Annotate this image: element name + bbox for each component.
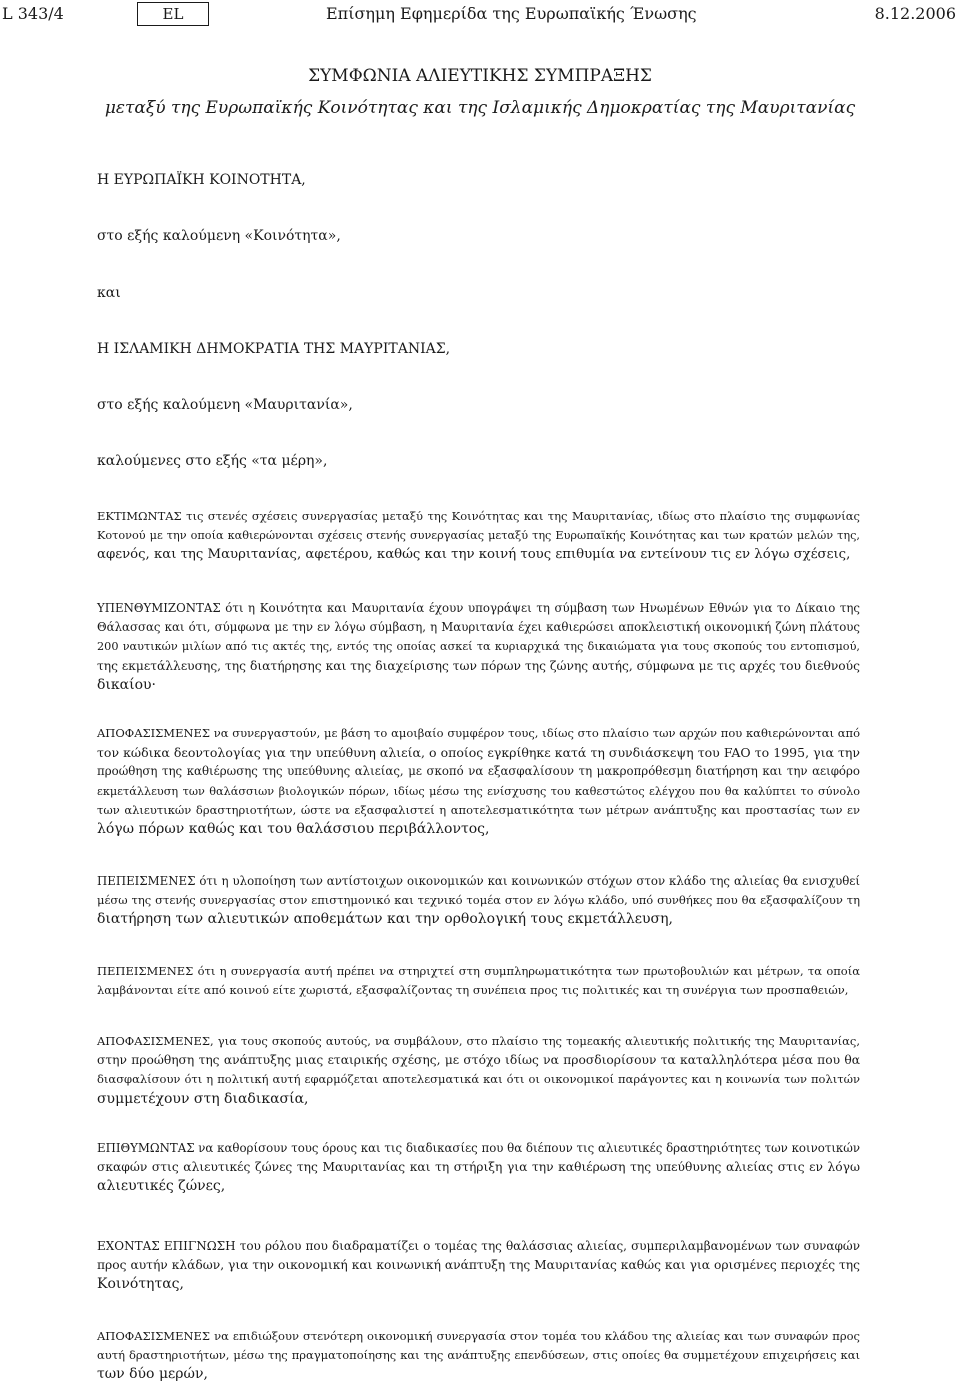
paragraph-line: προώθηση της καθιέρωσης της υπεύθυνης αλιείας, με σκοπό να εξασφαλίσουν τη μακροπρόθεσμη διατήρηση και την αειφόρο: [97, 764, 860, 779]
paragraph-line: αφενός, και της Μαυριτανίας, αφετέρου, καθώς και την κοινή τους επιθυμία να εντείνουν τις εν λόγω σχέσεις,: [97, 547, 851, 563]
paragraph-line: προς αυτήν κλάδων, για την οικονομική και κοινωνική ανάπτυξη της Μαυριτανίας καθώς και για ορισμένες περιοχές της: [97, 1258, 860, 1273]
recital-paragraph-6: [97, 1032, 860, 1109]
paragraph-line: Κοτονού με την οποία καθιερώνονται σχέσεις στενής συνεργασίας μεταξύ της Ευρωπαϊκής Κοινότητας και των κρατών μελών της,: [97, 529, 860, 543]
paragraph-line: διατήρηση των αλιευτικών αποθεμάτων και την ορθολογική τους εκμετάλλευση,: [97, 911, 673, 928]
paragraph-line: ΑΠΟΦΑΣΙΣΜΕΝΕΣ να επιδιώξουν στενότερη οικονομική συνεργασία στον τομέα του κλάδου της αλιείας και των συναφών προς: [97, 1329, 860, 1343]
page-number: L 343/4: [2, 4, 64, 23]
paragraph-line: στην προώθηση της ανάπτυξης μιας εταιρικής σχέσης, με στόχο ιδίως να προσδιορίσουν τα καταλληλότερα μέσα που θα: [97, 1053, 860, 1068]
recital-paragraph-5: [97, 962, 860, 1000]
paragraph-line: ΕΚΤΙΜΩΝΤΑΣ τις στενές σχέσεις συνεργασίας μεταξύ της Κοινότητας και της Μαυριτανίας, ιδίως στο πλαίσιο της συμφωνίας: [97, 509, 860, 523]
recital-paragraph-2: [97, 599, 860, 695]
paragraph-line: σκαφών στις αλιευτικές ζώνες της Μαυριτανίας και τη στήριξη για την καθιέρωση της υπεύθυνης αλιείας στις εν λόγω: [97, 1160, 860, 1175]
paragraph-line: Θάλασσας και ότι, σύμφωνα με την εν λόγω σύμβαση, η Μαυριτανία έχει καθιερώσει αποκλειστική οικονομική ζώνη πλάτους: [97, 620, 860, 635]
party-1-alias: στο εξής καλούμενη «Κοινότητα»,: [97, 228, 341, 244]
recital-paragraph-1: [97, 507, 860, 565]
paragraph-line: ΕΠΙΘΥΜΩΝΤΑΣ να καθορίσουν τους όρους και τις διαδικασίες που θα διέπουν τις αλιευτικές δραστηριότητες των κοινοτικών: [97, 1141, 860, 1155]
paragraph-line: ΥΠΕΝΘΥΜΙΖΟΝΤΑΣ ότι η Κοινότητα και Μαυριτανία έχουν υπογράψει τη σύμβαση των Ηνωμένων Εθνών για το Δίκαιο της: [97, 601, 860, 615]
party-2-alias: στο εξής καλούμενη «Μαυριτανία»,: [97, 397, 353, 413]
language-code-box: EL: [137, 2, 209, 26]
recital-paragraph-7: [97, 1139, 860, 1197]
page-header: [0, 2, 960, 28]
recital-paragraph-9: [97, 1327, 860, 1385]
paragraph-line: λόγω πόρων καθώς και του θαλάσσιου περιβάλλοντος,: [97, 821, 490, 838]
paragraph-line: των αλιευτικών δραστηριοτήτων, ώστε να εξασφαλιστεί η αποτελεσματικότητα των μέτρων ανάπτυξης και προστασίας των εν: [97, 802, 860, 817]
paragraph-line: 200 ναυτικών μιλίων από τις ακτές της, εντός της οποίας ασκεί τα κυριαρχικά της δικαιώματα για τους σκοπούς του εντοπισμού,: [97, 640, 860, 654]
paragraph-line: αυτή δραστηριοτήτων, μέσω της πραγματοποίησης και της ανάπτυξης επενδύσεων, στις οποίες θα συμμετέχουν επιχειρήσεις και: [97, 1348, 860, 1363]
publication-date: 8.12.2006: [874, 4, 956, 23]
paragraph-line: Κοινότητας,: [97, 1276, 184, 1293]
paragraph-line: συμμετέχουν στη διαδικασία,: [97, 1090, 309, 1107]
paragraph-line: των δύο μερών,: [97, 1366, 208, 1383]
paragraph-line: αλιευτικές ζώνες,: [97, 1178, 226, 1195]
paragraph-line: ΠΕΠΕΙΣΜΕΝΕΣ ότι η υλοποίηση των αντίστοιχων οικονομικών και κοινωνικών στόχων στον κλάδο της αλιείας θα ενισχυθεί: [97, 874, 860, 888]
party-1: Η ΕΥΡΩΠΑΪΚΗ ΚΟΙΝΟΤΗΤΑ,: [97, 172, 306, 188]
recital-paragraph-8: [97, 1237, 860, 1295]
paragraph-line: ΑΠΟΦΑΣΙΣΜΕΝΕΣ, για τους σκοπούς αυτούς, να συμβάλουν, στο πλαίσιο της τομεακής αλιευτικής πολιτικής της Μαυριτανίας,: [97, 1034, 860, 1048]
paragraph-line: δικαίου·: [97, 676, 157, 693]
paragraph-line: ΑΠΟΦΑΣΙΣΜΕΝΕΣ να συνεργαστούν, με βάση το αμοιβαίο συμφέρον τους, ιδίως στο πλαίσιο των αρχών που καθιερώνονται από: [97, 726, 860, 740]
paragraph-line: μέσω της στενής συνεργασίας στον επιστημονικό και τεχνικό τομέα στον εν λόγω κλάδο, υπό συνθήκες που θα εξασφαλίζουν τη: [97, 893, 860, 908]
paragraph-line: λαμβάνονται είτε από κοινού είτε χωριστά, εξασφαλίζοντας τη συνέπεια προς τις πολιτικές και τη συνέργια των προσπαθειών,: [97, 983, 849, 998]
recital-paragraph-3: [97, 724, 860, 839]
paragraph-line: διασφαλίσουν ότι η πολιτική αυτή εφαρμόζεται αποτελεσματικά και ότι οι οικονομικοί παράγοντες και η κοινωνία των πολιτών: [97, 1072, 860, 1087]
journal-title: Επίσημη Εφημερίδα της Ευρωπαϊκής Ένωσης: [326, 4, 697, 23]
recital-paragraph-4: [97, 872, 860, 930]
paragraph-line: ΕΧΟΝΤΑΣ ΕΠΙΓΝΩΣΗ του ρόλου που διαδραματίζει ο τομέας της θαλάσσιας αλιείας, συμπεριλαμβανομένων των συναφών: [97, 1239, 860, 1253]
paragraph-line: ΠΕΠΕΙΣΜΕΝΕΣ ότι η συνεργασία αυτή πρέπει να στηριχτεί στη συμπληρωματικότητα των πρωτοβουλιών και μέτρων, τα οποία: [97, 964, 860, 978]
paragraph-line: τον κώδικα δεοντολογίας για την υπεύθυνη αλιεία, ο οποίος εγκρίθηκε κατά τη συνδιάσκεψη του FAO το 1995, για την: [97, 745, 860, 761]
agreement-subtitle: μεταξύ της Ευρωπαϊκής Κοινότητας και της Ισλαμικής Δημοκρατίας της Μαυριτανίας: [104, 98, 856, 118]
party-2: Η ΙΣΛΑΜΙΚΗ ΔΗΜΟΚΡΑΤΙΑ ΤΗΣ ΜΑΥΡΙΤΑΝΙΑΣ,: [97, 341, 451, 357]
agreement-title: ΣΥΜΦΩΝΙΑ ΑΛΙΕΥΤΙΚΗΣ ΣΥΜΠΡΑΞΗΣ: [308, 66, 652, 86]
and-conjunction: και: [97, 285, 121, 301]
parties-alias: καλούμενες στο εξής «τα μέρη»,: [97, 453, 328, 469]
paragraph-line: της εκμετάλλευσης, της διατήρησης και της διαχείρισης των πόρων της ζώνης αυτής, σύμφωνα με τις αρχές του διεθνούς: [97, 658, 860, 673]
paragraph-line: εκμετάλλευση των θαλάσσιων βιολογικών πόρων, ιδίως μέσω της ενίσχυσης του καθεστώτος ελέγχου που θα καλύπτει το σύνολο: [97, 784, 860, 798]
